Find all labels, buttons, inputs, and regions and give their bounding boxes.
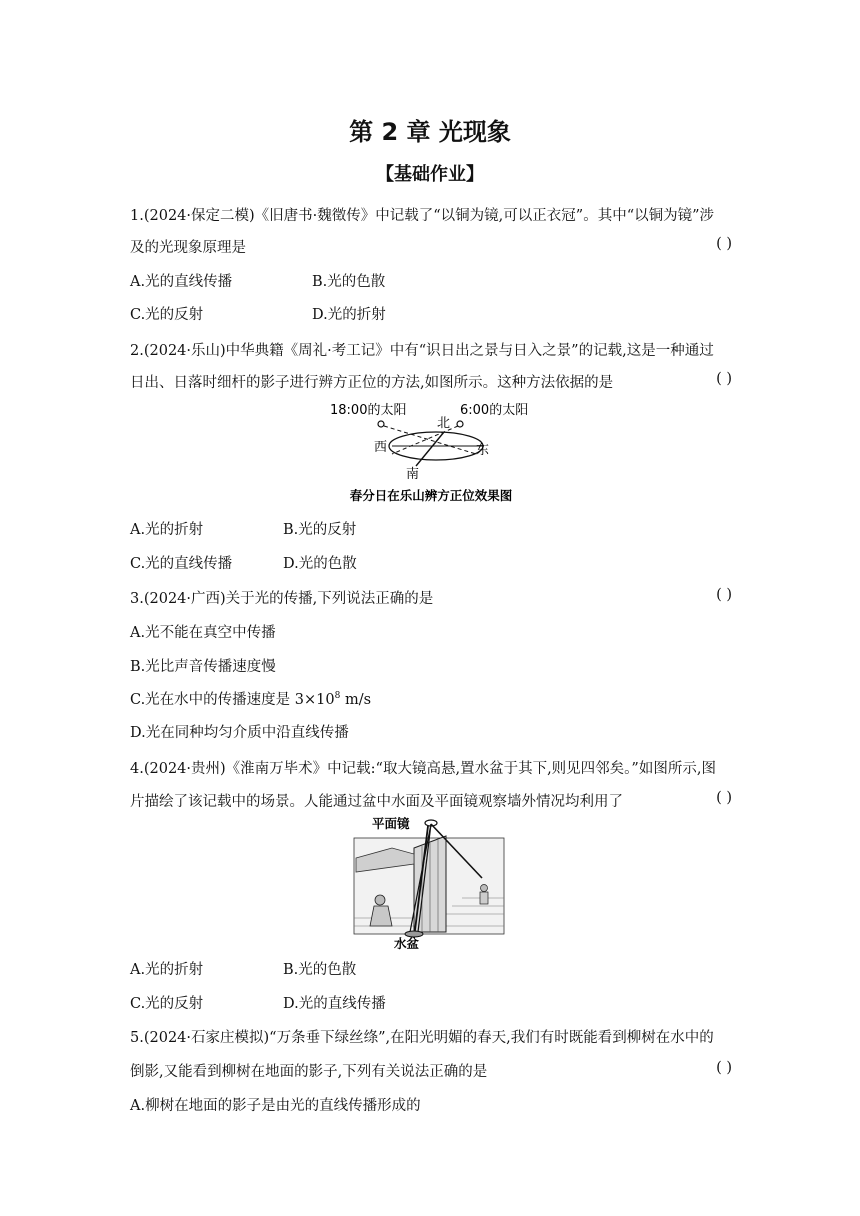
label-plane-mirror: 平面镜 <box>372 816 410 831</box>
label-1800-sun: 18:00的太阳 <box>330 403 407 418</box>
q2-option-b: B.光的反射 <box>283 522 357 538</box>
q1-option-d: D.光的折射 <box>312 307 386 323</box>
q5-option-a: A.柳树在地面的影子是由光的直线传播形成的 <box>130 1098 421 1114</box>
q4-option-d: D.光的直线传播 <box>283 996 386 1012</box>
q1-stem-line2: 及的光现象原理是 <box>130 240 246 256</box>
neighbor-head <box>481 885 488 892</box>
q4-figure-svg <box>352 814 508 952</box>
person-head <box>375 895 385 905</box>
q1-option-b: B.光的色散 <box>312 274 386 290</box>
q2-stem-line1: 2.(2024·乐山)中华典籍《周礼·考工记》中有“识日出之景与日入之景”的记载,这是一种通过 <box>130 343 714 359</box>
q3-option-b: B.光比声音传播速度慢 <box>130 659 276 675</box>
q3-stem: 3.(2024·广西)关于光的传播,下列说法正确的是 <box>130 591 434 607</box>
q4-option-a: A.光的折射 <box>130 962 204 978</box>
q5-stem-line2: 倒影,又能看到柳树在地面的影子,下列有关说法正确的是 <box>130 1064 488 1080</box>
neighbor-body <box>480 892 488 904</box>
label-600-sun: 6:00的太阳 <box>460 403 529 418</box>
q4-stem-line1: 4.(2024·贵州)《淮南万毕术》中记载:“取大镜高悬,置水盆于其下,则见四邻矣。”如图所示,图 <box>130 761 716 777</box>
q1-answer-blank: ( ) <box>716 236 732 252</box>
label-south: 南 <box>406 467 420 482</box>
q3-option-c-exponent: 8 <box>334 691 341 702</box>
label-west: 西 <box>374 440 388 455</box>
sun-1800-marker <box>378 421 384 427</box>
q1-option-a: A.光的直线传播 <box>130 274 233 290</box>
q5-stem-line1: 5.(2024·石家庄模拟)“万条垂下绿丝绦”,在阳光明媚的春天,我们有时既能看到柳树在水中的 <box>130 1030 714 1046</box>
label-north: 北 <box>437 416 451 431</box>
q3-option-d: D.光在同种均匀介质中沿直线传播 <box>130 725 349 741</box>
q2-option-a: A.光的折射 <box>130 522 204 538</box>
q1-stem-line1: 1.(2024·保定二模)《旧唐书·魏徵传》中记载了“以铜为镜,可以正衣冠”。其中“以铜为镜”涉 <box>130 208 715 224</box>
q2-stem-line2: 日出、日落时细杆的影子进行辨方正位的方法,如图所示。这种方法依据的是 <box>130 375 614 391</box>
label-water-basin: 水盆 <box>394 936 420 951</box>
q1-option-c: C.光的反射 <box>130 307 204 323</box>
shadow-line-morning <box>392 426 458 454</box>
q4-answer-blank: ( ) <box>716 790 732 806</box>
q2-direction-figure <box>326 402 536 506</box>
q3-answer-blank: ( ) <box>716 587 732 603</box>
section-heading: 【基础作业】 <box>376 164 484 185</box>
q4-option-b: B.光的色散 <box>283 962 357 978</box>
label-east: 东 <box>476 443 490 458</box>
figure-caption: 春分日在乐山辨方正位效果图 <box>349 488 513 503</box>
q5-answer-blank: ( ) <box>716 1060 732 1076</box>
chapter-title: 第 2 章 光现象 <box>349 118 511 146</box>
q2-option-d: D.光的色散 <box>283 556 357 572</box>
q4-scene-illustration <box>352 814 508 952</box>
person-body <box>370 906 392 926</box>
q3-option-a: A.光不能在真空中传播 <box>130 625 276 641</box>
q3-option-c <box>130 688 371 709</box>
q2-option-c: C.光的直线传播 <box>130 556 233 572</box>
q4-stem-line2: 片描绘了该记载中的场景。人能通过盆中水面及平面镜观察墙外情况均利用了 <box>130 794 623 810</box>
q4-option-c: C.光的反射 <box>130 996 204 1012</box>
q3-option-c-text: C.光在水中的传播速度是 3×10 <box>130 692 335 708</box>
q2-answer-blank: ( ) <box>716 371 732 387</box>
q3-option-c-unit: m/s <box>340 692 372 708</box>
q2-figure-svg <box>326 402 536 506</box>
